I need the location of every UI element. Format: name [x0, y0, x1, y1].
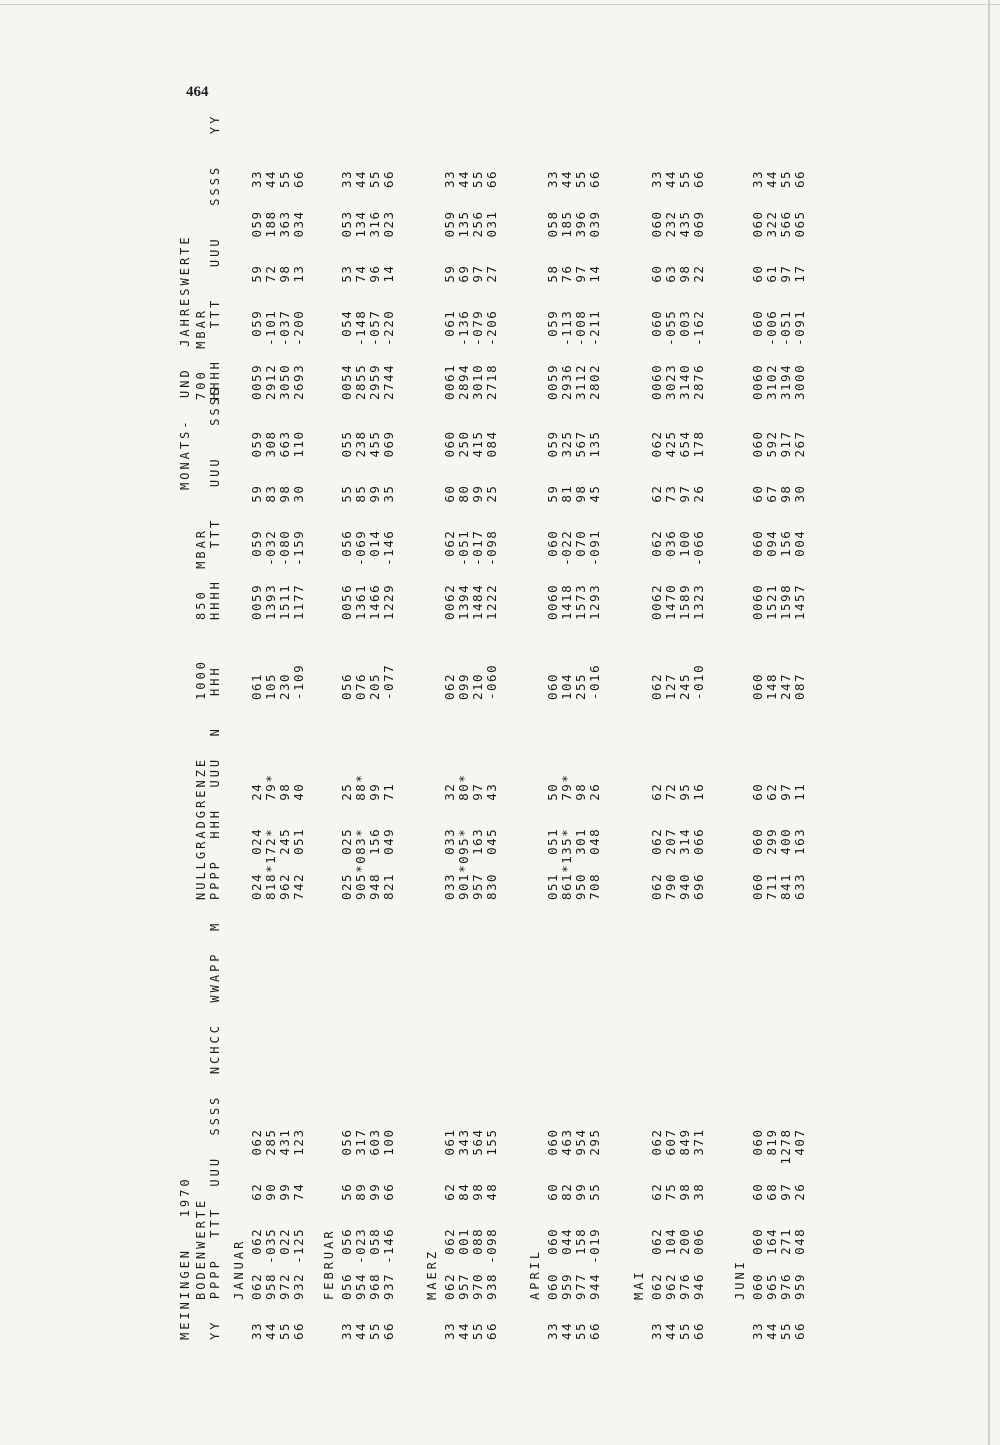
- cell-boden: 944 -019 55 295: [587, 1128, 602, 1300]
- cell-boden: 060 060 60 060: [545, 1128, 560, 1300]
- cell-null: 818*172* 79*: [263, 773, 278, 900]
- cell-p850: 1323 -066 26 178: [691, 430, 706, 620]
- cell-h1000: 056: [339, 672, 354, 700]
- title-monats: MONATS- UND JAHRESWERTE: [178, 234, 192, 490]
- cell-h1000: 062: [649, 672, 664, 700]
- page-edge-right: [988, 0, 990, 1445]
- cell-null: 790 207 72: [663, 782, 678, 900]
- cell-h1000: 087: [792, 672, 807, 700]
- cell-p700: 3194 -051 97 566: [778, 210, 793, 400]
- cell-p850: 1229 -146 35 069: [381, 430, 396, 620]
- cell-yy2: 55: [367, 169, 382, 188]
- cell-yy2: 33: [442, 169, 457, 188]
- cell-p850: 1222 -098 25 084: [484, 430, 499, 620]
- cell-p700: 2912 -101 72 188: [263, 210, 278, 400]
- cell-h1000: 148: [764, 672, 779, 700]
- cell-yy2: 33: [649, 169, 664, 188]
- cell-yy: 44: [353, 1321, 368, 1340]
- cell-boden: 932 -125 74 123: [291, 1128, 306, 1300]
- cell-yy2: 66: [792, 169, 807, 188]
- cell-boden: 954 -023 89 317: [353, 1128, 368, 1300]
- header-nullgrad-cols: PPPP HHH UUU N: [208, 726, 222, 900]
- cell-yy: 55: [277, 1321, 292, 1340]
- cell-p850: 1361 -069 85 238: [353, 430, 368, 620]
- cell-boden: 062 062 62 062: [649, 1128, 664, 1300]
- cell-yy2: 66: [587, 169, 602, 188]
- cell-null: 633 163 11: [792, 782, 807, 900]
- cell-yy2: 44: [764, 169, 779, 188]
- cell-yy2: 55: [778, 169, 793, 188]
- cell-p700: 0059 059 58 058: [545, 210, 560, 400]
- title-station: MEININGEN 1970: [178, 1176, 192, 1340]
- cell-boden: 957 001 84 343: [456, 1128, 471, 1300]
- cell-p850: 0062 062 62 062: [649, 430, 664, 620]
- cell-p700: 2855 -148 74 134: [353, 210, 368, 400]
- month-label: JANUAR: [232, 1238, 246, 1300]
- cell-null: 948 156 99: [367, 782, 382, 900]
- page-edge-top: [0, 4, 1000, 5]
- cell-h1000: 210: [470, 672, 485, 700]
- cell-yy2: 55: [677, 169, 692, 188]
- cell-yy2: 33: [339, 169, 354, 188]
- cell-yy2: 44: [663, 169, 678, 188]
- cell-boden: 977 158 99 954: [573, 1128, 588, 1300]
- header-1000: 1000: [194, 659, 208, 700]
- cell-boden: 976 200 98 849: [677, 1128, 692, 1300]
- cell-p700: 2744 -220 14 023: [381, 210, 396, 400]
- cell-h1000: -077: [381, 663, 396, 700]
- cell-yy: 66: [691, 1321, 706, 1340]
- cell-p850: 1511 -080 98 663: [277, 430, 292, 620]
- header-1000-cols: HHH: [208, 665, 222, 696]
- cell-null: 950 301 98: [573, 782, 588, 900]
- cell-h1000: 060: [750, 672, 765, 700]
- cell-yy: 55: [470, 1321, 485, 1340]
- cell-yy: 33: [750, 1321, 765, 1340]
- cell-yy2: 66: [381, 169, 396, 188]
- cell-boden: 959 044 82 463: [559, 1128, 574, 1300]
- cell-p850: 1177 -159 30 110: [291, 430, 306, 620]
- header-700: 700 MBAR: [194, 307, 208, 400]
- cell-null: 940 314 95: [677, 782, 692, 900]
- cell-yy2: 44: [353, 169, 368, 188]
- cell-yy: 55: [367, 1321, 382, 1340]
- cell-yy: 33: [649, 1321, 664, 1340]
- cell-yy2: 44: [263, 169, 278, 188]
- cell-null: 025 025 25: [339, 782, 354, 900]
- cell-p700: 3010 -079 97 256: [470, 210, 485, 400]
- cell-yy: 55: [573, 1321, 588, 1340]
- cell-yy: 33: [339, 1321, 354, 1340]
- cell-p850: 1598 156 98 917: [778, 430, 793, 620]
- cell-p700: 3050 -037 98 363: [277, 210, 292, 400]
- cell-yy2: 33: [249, 169, 264, 188]
- cell-p850: 0060 060 60 060: [750, 430, 765, 620]
- cell-null: 901*095* 80*: [456, 773, 471, 900]
- cell-null: 708 048 26: [587, 782, 602, 900]
- month-label: JUNI: [733, 1259, 747, 1300]
- cell-yy2: 33: [545, 169, 560, 188]
- cell-null: 711 299 62: [764, 782, 779, 900]
- cell-null: 062 062 62: [649, 782, 664, 900]
- cell-null: 830 045 43: [484, 782, 499, 900]
- cell-h1000: 062: [442, 672, 457, 700]
- cell-h1000: 127: [663, 672, 678, 700]
- cell-yy2: 33: [750, 169, 765, 188]
- cell-p850: 0062 062 60 060: [442, 430, 457, 620]
- cell-h1000: 247: [778, 672, 793, 700]
- cell-p700: 2693 -200 13 034: [291, 210, 306, 400]
- month-label: MAERZ: [425, 1248, 439, 1300]
- cell-h1000: 104: [559, 672, 574, 700]
- cell-yy2: 66: [691, 169, 706, 188]
- cell-p850: 1484 -017 99 415: [470, 430, 485, 620]
- cell-h1000: -010: [691, 663, 706, 700]
- cell-p700: 0054 054 53 053: [339, 210, 354, 400]
- cell-null: 905*083* 88*: [353, 773, 368, 900]
- cell-h1000: 060: [545, 672, 560, 700]
- cell-p850: 1589 100 97 654: [677, 430, 692, 620]
- cell-yy: 44: [663, 1321, 678, 1340]
- cell-yy: 66: [381, 1321, 396, 1340]
- cell-p700: 3023 -055 63 232: [663, 210, 678, 400]
- cell-p850: 1293 -091 45 135: [587, 430, 602, 620]
- cell-null: 051 051 50: [545, 782, 560, 900]
- cell-yy: 33: [442, 1321, 457, 1340]
- cell-p850: 1521 094 67 592: [764, 430, 779, 620]
- cell-yy: 55: [677, 1321, 692, 1340]
- cell-p850: 1457 004 30 267: [792, 430, 807, 620]
- cell-p700: 0061 061 59 059: [442, 210, 457, 400]
- cell-p700: 0060 060 60 060: [750, 210, 765, 400]
- cell-null: 024 024 24: [249, 782, 264, 900]
- cell-yy2: 66: [484, 169, 499, 188]
- cell-p850: 1470 036 73 425: [663, 430, 678, 620]
- cell-h1000: -109: [291, 663, 306, 700]
- cell-boden: 972 022 99 431: [277, 1128, 292, 1300]
- cell-null: 742 051 40: [291, 782, 306, 900]
- cell-null: 962 245 98: [277, 782, 292, 900]
- cell-p850: 1394 -051 80 250: [456, 430, 471, 620]
- cell-boden: 968 058 99 603: [367, 1128, 382, 1300]
- cell-p700: 2876 -162 22 069: [691, 210, 706, 400]
- cell-boden: 970 088 98 564: [470, 1128, 485, 1300]
- cell-p850: 1393 -032 83 308: [263, 430, 278, 620]
- cell-p850: 1418 -022 81 325: [559, 430, 574, 620]
- cell-h1000: -016: [587, 663, 602, 700]
- rotated-data-table: [170, 113, 807, 1340]
- cell-boden: 959 048 26 407: [792, 1128, 807, 1300]
- cell-yy: 33: [249, 1321, 264, 1340]
- header-nullgrad: NULLGRADGRENZE: [194, 756, 208, 900]
- cell-yy: 44: [456, 1321, 471, 1340]
- cell-boden: 062 062 62 061: [442, 1128, 457, 1300]
- cell-yy: 66: [291, 1321, 306, 1340]
- cell-yy: 66: [484, 1321, 499, 1340]
- cell-p700: 2802 -211 14 039: [587, 210, 602, 400]
- cell-p700: 2894 -136 69 135: [456, 210, 471, 400]
- cell-yy2: 55: [470, 169, 485, 188]
- cell-p700: 3112 -008 97 396: [573, 210, 588, 400]
- cell-p850: 0060 060 59 059: [545, 430, 560, 620]
- cell-boden: 937 -146 66 100: [381, 1128, 396, 1300]
- cell-p850: 1466 014 99 455: [367, 430, 382, 620]
- cell-p700: 2959 -057 96 316: [367, 210, 382, 400]
- cell-null: 957 163 97: [470, 782, 485, 900]
- cell-h1000: 061: [249, 672, 264, 700]
- cell-null: 033 033 32: [442, 782, 457, 900]
- header-700-cols: HHHH TTT UUU SSSS YY: [208, 113, 222, 400]
- cell-boden: 962 104 75 607: [663, 1128, 678, 1300]
- cell-yy2: 55: [573, 169, 588, 188]
- cell-yy2: 55: [277, 169, 292, 188]
- cell-boden: 060 060 60 060: [750, 1128, 765, 1300]
- cell-p850: 0056 056 55 055: [339, 430, 354, 620]
- cell-yy: 55: [778, 1321, 793, 1340]
- cell-p700: 0059 059 59 059: [249, 210, 264, 400]
- cell-h1000: 105: [263, 672, 278, 700]
- cell-null: 861*135* 79*: [559, 773, 574, 900]
- cell-p700: 0060 060 60 060: [649, 210, 664, 400]
- cell-null: 841 400 97: [778, 782, 793, 900]
- month-label: FEBRUAR: [322, 1228, 336, 1300]
- cell-yy: 44: [263, 1321, 278, 1340]
- cell-null: 821 049 71: [381, 782, 396, 900]
- cell-boden: 958 -035 90 285: [263, 1128, 278, 1300]
- cell-yy2: 66: [291, 169, 306, 188]
- month-label: MAI: [632, 1269, 646, 1300]
- cell-p850: 0059 059 59 059: [249, 430, 264, 620]
- cell-boden: 976 271 97 1278: [778, 1128, 793, 1300]
- cell-p850: 1573 070 98 567: [573, 430, 588, 620]
- cell-null: 696 066 16: [691, 782, 706, 900]
- cell-boden: 965 164 68 819: [764, 1128, 779, 1300]
- cell-yy: 44: [559, 1321, 574, 1340]
- cell-p700: 3102 -006 61 322: [764, 210, 779, 400]
- month-label: APRIL: [528, 1248, 542, 1300]
- cell-h1000: 255: [573, 672, 588, 700]
- cell-boden: 938 -098 48 155: [484, 1128, 499, 1300]
- cell-h1000: 245: [677, 672, 692, 700]
- cell-p700: 3000 -091 17 065: [792, 210, 807, 400]
- cell-yy2: 44: [456, 169, 471, 188]
- page-number: 464: [186, 84, 209, 100]
- cell-boden: 946 006 38 371: [691, 1128, 706, 1300]
- cell-h1000: 230: [277, 672, 292, 700]
- cell-p700: 3140 003 98 435: [677, 210, 692, 400]
- cell-h1000: 205: [367, 672, 382, 700]
- header-850: 850 MBAR: [194, 527, 208, 620]
- cell-yy2: 44: [559, 169, 574, 188]
- cell-p700: 2936 -113 76 185: [559, 210, 574, 400]
- header-boden-cols: YY PPPP TTT UUU SSSS NCHCC WWAPP M: [208, 920, 222, 1340]
- cell-yy: 66: [792, 1321, 807, 1340]
- cell-p700: 2718 -206 27 031: [484, 210, 499, 400]
- cell-boden: 056 056 56 056: [339, 1128, 354, 1300]
- cell-yy: 33: [545, 1321, 560, 1340]
- cell-yy: 66: [587, 1321, 602, 1340]
- cell-h1000: -060: [484, 663, 499, 700]
- cell-null: 060 060 60: [750, 782, 765, 900]
- header-850-cols: HHHH TTT UUU SSSS: [208, 384, 222, 620]
- cell-yy: 44: [764, 1321, 779, 1340]
- header-bodenwerte: BODENWERTE: [194, 1197, 208, 1300]
- cell-h1000: 099: [456, 672, 471, 700]
- cell-h1000: 076: [353, 672, 368, 700]
- cell-boden: 062 062 62 062: [249, 1128, 264, 1300]
